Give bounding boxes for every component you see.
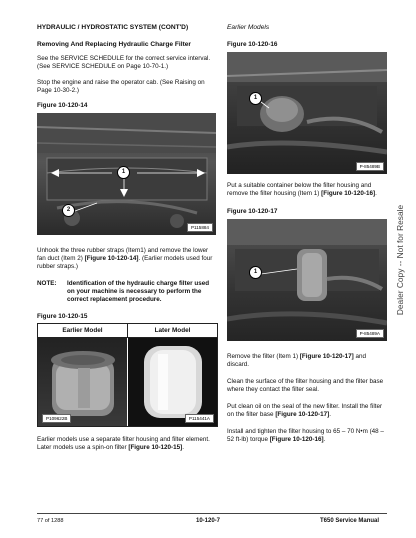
photo-id: P115441A <box>185 414 214 423</box>
col-earlier-model: Earlier Model <box>38 324 128 338</box>
photo-id: P-85489B <box>356 162 384 171</box>
note-label: NOTE: <box>37 280 57 287</box>
earlier-model-photo <box>38 338 127 426</box>
figure-label-17: Figure 10-120-17 <box>227 208 278 215</box>
paragraph-remove-housing: Put a suitable container below the filter housing and remove the filter housing (Item 1) [Figure 10-120-16]. <box>227 182 377 198</box>
spin-on-filter-illustration <box>128 338 217 426</box>
page-count: 77 of 1288 <box>37 518 64 524</box>
procedure-title: Removing And Replacing Hydraulic Charge Filter <box>37 41 192 48</box>
figure-10-120-14-photo <box>37 113 216 235</box>
figure-label-16: Figure 10-120-16 <box>227 41 278 48</box>
page-number: 10-120-7 <box>196 518 221 524</box>
figure-10-120-15-frame <box>37 323 218 427</box>
filter-housing-illustration <box>38 338 127 426</box>
col-later-model: Later Model <box>128 324 217 338</box>
paragraph-filter-types: Earlier models use a separate filter housing and filter element. Later models use a spin-on filter [Figure 10-120-15]. <box>37 436 210 452</box>
callout-item-1: 1 <box>249 92 262 105</box>
paragraph-stop-engine: Stop the engine and raise the operator cab. (See Raising on Page 10-30-2.) <box>37 79 205 95</box>
figure-10-120-16-photo <box>227 52 387 174</box>
manual-title: T650 Service Manual <box>320 518 380 524</box>
dealer-copy-watermark: Dealer Copy -- Not for Resale <box>395 204 405 316</box>
callout-item-2: 2 <box>62 204 75 217</box>
figure-ref: [Figure 10-120-15] <box>128 444 183 452</box>
footer-rule <box>37 513 387 514</box>
filter-housing-illustration <box>227 52 387 174</box>
figure-label-15: Figure 10-120-15 <box>37 313 88 320</box>
figure-ref: [Figure 10-120-17] <box>275 411 330 419</box>
figure-ref: [Figure 10-120-14] <box>84 255 139 263</box>
photo-id: P-85489A <box>356 329 384 338</box>
figure-label-14: Figure 10-120-14 <box>37 102 88 109</box>
filter-removal-illustration <box>227 219 387 341</box>
paragraph-service-interval: See the SERVICE SCHEDULE for the correct service interval. (See SERVICE SCHEDULE on Page 10-70-1.) <box>37 55 211 71</box>
paragraph-remove-filter: Remove the filter (Item 1) [Figure 10-120-17] and discard. <box>227 353 366 369</box>
paragraph-clean-surface: Clean the surface of the filter housing and the filter base where they contact the filter seal. <box>227 378 384 394</box>
callout-item-1: 1 <box>117 166 130 179</box>
later-model-photo <box>128 338 217 426</box>
earlier-models-label: Earlier Models <box>227 24 270 31</box>
paragraph-oil-seal: Put clean oil on the seal of the new filter. Install the filter on the filter base [Figure 10-120-17]. <box>227 403 383 419</box>
photo-id: P109622B <box>42 414 71 423</box>
note-text: Identification of the hydraulic charge filter used on your machine is necessary to perform the correct replacement procedure. <box>67 280 210 304</box>
figure-ref: [Figure 10-120-16] <box>269 436 324 444</box>
figure-10-120-17-photo <box>227 219 387 341</box>
figure-ref: [Figure 10-120-17] <box>299 353 354 360</box>
callout-item-1: 1 <box>249 266 262 279</box>
figure-ref: [Figure 10-120-16] <box>321 190 376 198</box>
section-header: HYDRAULIC / HYDROSTATIC SYSTEM (CONT'D) <box>37 24 189 31</box>
paragraph-unhook-straps: Unhook the three rubber straps (Item1) and remove the lower fan duct (Item 2) [Figure 10-120-14]. (Earlier models used four rubber straps.) <box>37 247 213 271</box>
paragraph-torque: Install and tighten the filter housing to 65 – 70 N•m (48 – 52 ft-lb) torque [Figure 10-120-16]. <box>227 428 384 444</box>
photo-id: P115884 <box>187 223 213 232</box>
